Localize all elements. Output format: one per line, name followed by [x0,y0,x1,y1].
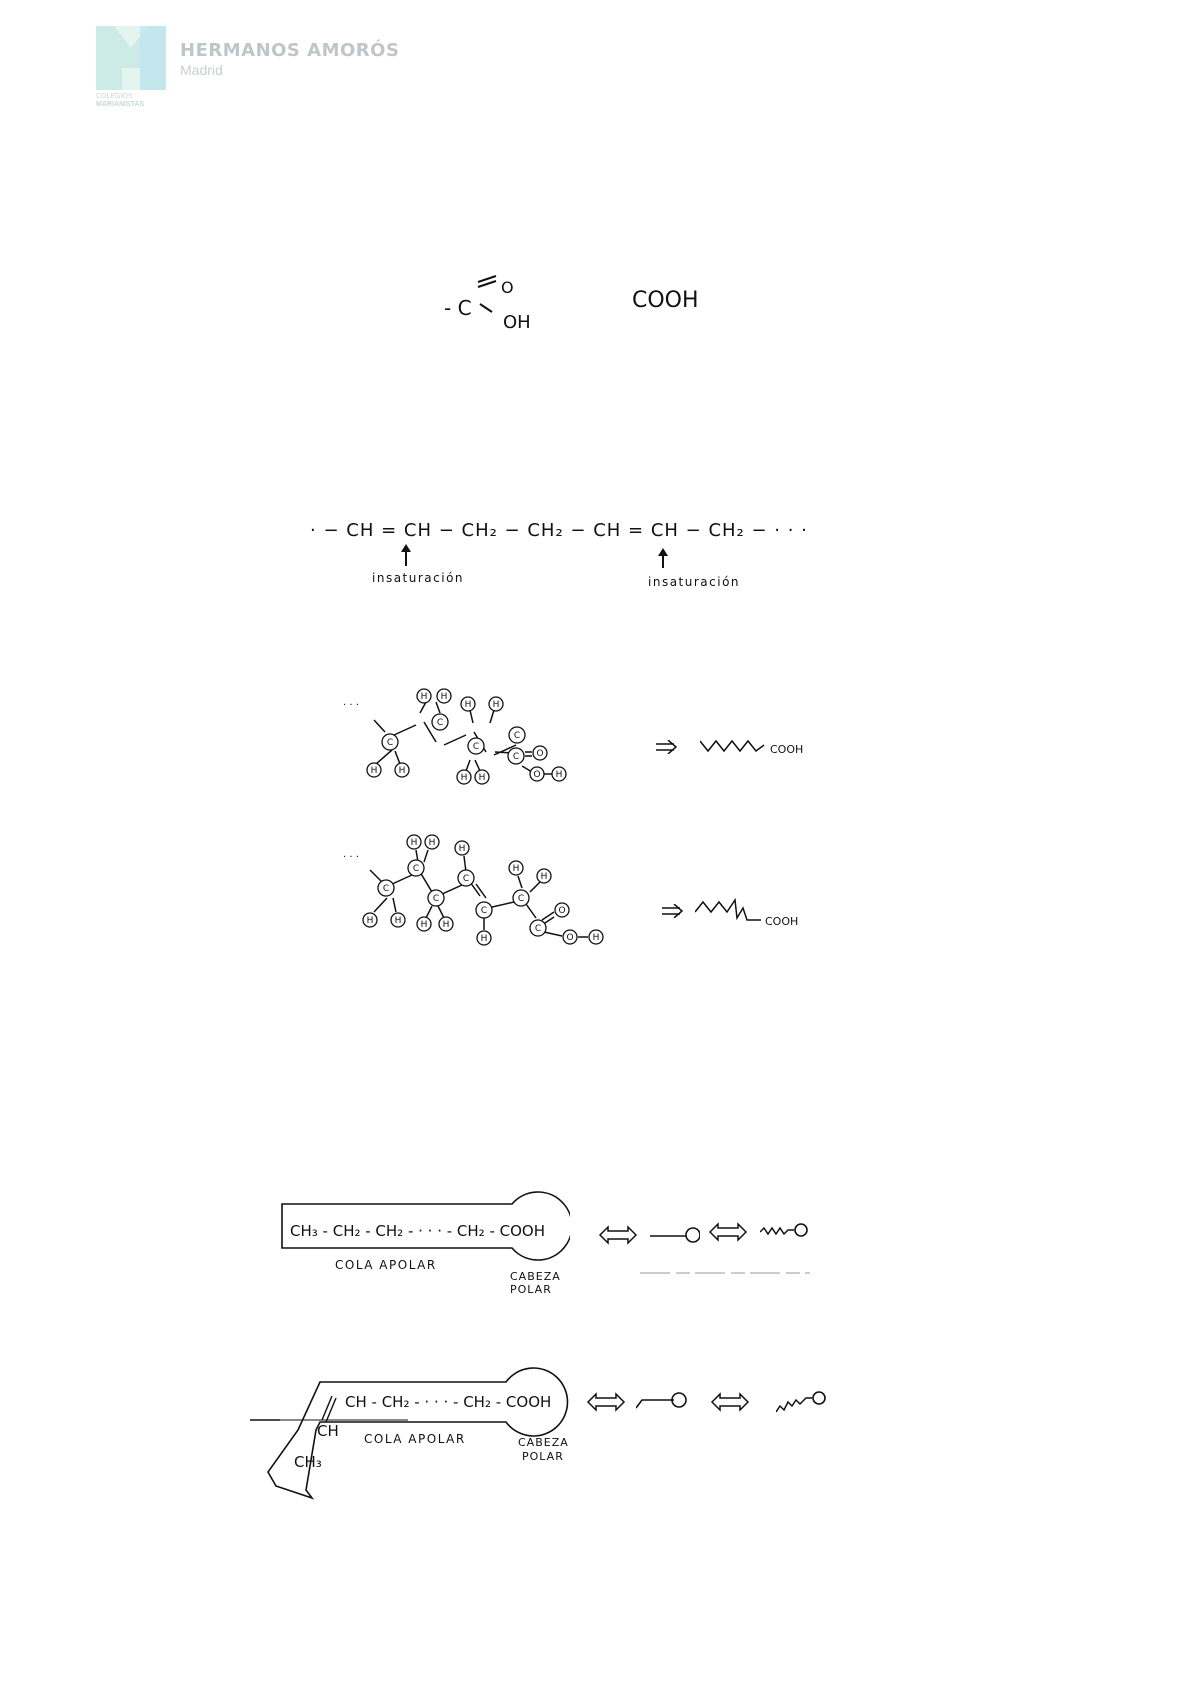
faint-guideline [640,1262,810,1264]
logo-building-icon [96,26,166,90]
svg-text:H: H [410,838,418,848]
up-arrow-icon [398,544,414,571]
equivalence-arrow-icon [706,1222,750,1247]
svg-text:C: C [462,874,470,884]
svg-text:H: H [460,773,468,783]
svg-text:C: C [512,752,520,762]
unsaturation-label-right: insaturación [648,575,741,589]
svg-text:C: C [517,894,525,904]
svg-text:H: H [442,920,450,930]
svg-text:H: H [394,916,402,926]
svg-text:C: C [480,906,488,916]
logo-subtitle-1: COLEGIOS [96,93,133,100]
chain-continuation-dots: · · · [343,852,359,863]
tail-label: COLA APOLAR [364,1432,466,1446]
head-label-2: POLAR [510,1283,552,1296]
equivalence-arrow-icon [584,1392,628,1417]
svg-text:O: O [533,770,541,780]
chain-continuation-dots: · · · [343,700,359,711]
svg-text:H: H [540,872,548,882]
svg-text:H: H [512,864,520,874]
svg-text:H: H [420,692,428,702]
saturated-molecule-diagram [340,680,640,795]
carboxyl-carbon: - C [444,296,472,320]
svg-text:O: O [566,933,574,943]
equivalence-arrow-icon [596,1225,640,1250]
svg-text:C: C [386,738,394,748]
svg-text:H: H [370,766,378,776]
svg-text:C: C [382,884,390,894]
svg-text:H: H [555,770,563,780]
unsaturated-ch3: CH₃ [294,1453,322,1471]
svg-text:H: H [458,844,466,854]
unsaturated-fatty-acid-molecule [340,826,670,951]
saturated-formula: CH₃ - CH₂ - CH₂ - · · · - CH₂ - COOH [290,1222,546,1240]
svg-text:O: O [558,906,566,916]
svg-text:H: H [480,934,488,944]
double-arrow-icon [654,740,680,759]
head-label-1: CABEZA [518,1436,569,1449]
saturated-zigzag-cooh: COOH [770,743,804,756]
svg-text:C: C [412,864,420,874]
svg-text:H: H [492,700,500,710]
unsaturated-ch: CH [317,1422,339,1440]
head-label-1: CABEZA [510,1270,561,1283]
svg-text:H: H [366,916,374,926]
svg-text:H: H [440,692,448,702]
svg-text:H: H [478,773,486,783]
unsaturated-molecule-diagram [340,826,670,951]
head-label-2: POLAR [522,1450,564,1463]
carboxyl-hydroxyl: OH [503,312,531,333]
lollipop-bent-icon [636,1390,688,1421]
svg-text:C: C [534,924,542,934]
svg-text:C: C [513,731,521,741]
svg-text:H: H [420,920,428,930]
svg-text:C: C [472,742,480,752]
unsaturated-zigzag-cooh: COOH [765,915,799,928]
saturated-fatty-acid-molecule [340,680,640,795]
unsaturated-zigzag-icon [695,896,765,931]
tail-label: COLA APOLAR [335,1258,437,1272]
cooh-label: COOH [632,288,699,313]
saturated-zigzag-icon [700,735,770,760]
svg-text:H: H [464,700,472,710]
lollipop-wavy-icon [760,1218,810,1247]
unsaturated-formula: CH - CH₂ - · · · - CH₂ - COOH [345,1393,552,1411]
svg-text:H: H [428,838,436,848]
carboxyl-oxygen: O [501,278,514,297]
double-arrow-icon [660,904,686,923]
svg-text:H: H [398,766,406,776]
school-logo [96,26,166,90]
logo-name: HERMANOS AMORÓS [180,40,400,61]
up-arrow-icon [655,548,671,573]
lollipop-straight-icon [650,1222,700,1251]
unsaturated-chain-formula: · − CH = CH − CH₂ − CH₂ − CH = CH − CH₂ − · · · [310,520,808,541]
unsaturation-label-left: insaturación [372,571,465,585]
svg-text:C: C [436,718,444,728]
svg-text:O: O [536,749,544,759]
svg-text:H: H [592,933,600,943]
logo-city: Madrid [180,62,223,78]
equivalence-arrow-icon [708,1392,752,1417]
svg-text:C: C [432,894,440,904]
logo-subtitle-2: MARIANISTAS [96,101,145,108]
lollipop-wavy-bent-icon [776,1388,832,1423]
